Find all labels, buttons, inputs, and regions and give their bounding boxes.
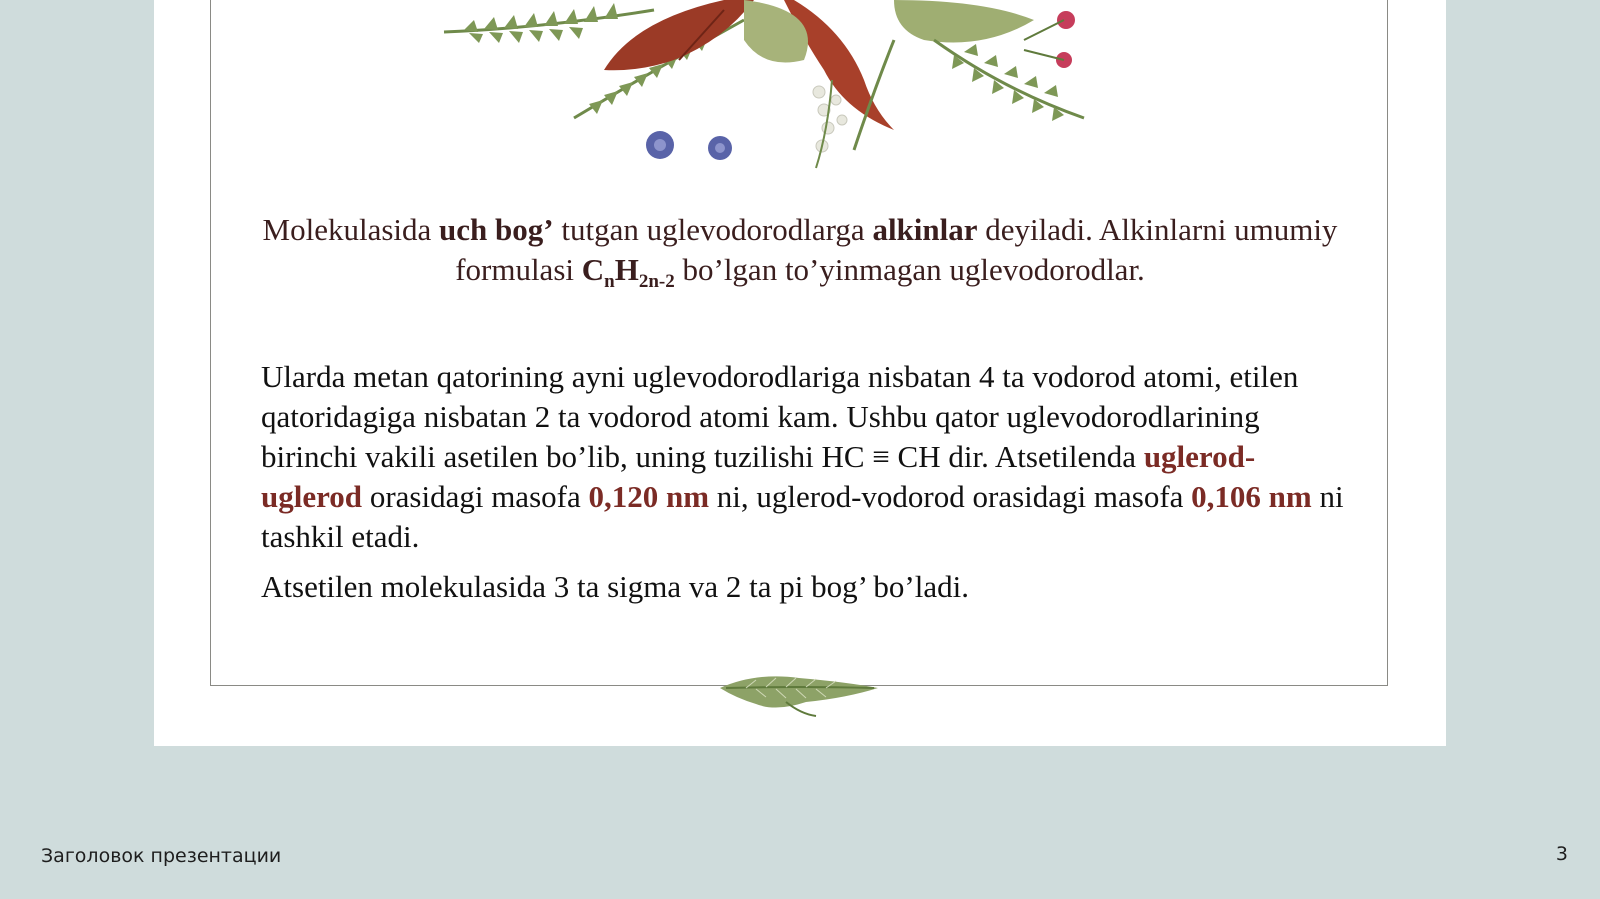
- body-paragraph: Atsetilen molekulasida 3 ta sigma va 2 ta pi bog’ bo’ladi.: [261, 569, 969, 604]
- definition-text: bo’lgan to’yinmagan uglevodorodlar.: [674, 252, 1145, 287]
- presentation-title: Заголовок презентации: [41, 845, 282, 867]
- slide-card: [154, 0, 1446, 746]
- highlight-term: uglerod-uglerod: [261, 439, 1256, 514]
- body-text-run: ni tashkil etadi.: [261, 479, 1344, 554]
- body-text-run: orasidagi masofa: [362, 479, 589, 514]
- definition-text: tutgan uglevodorodlarga: [553, 212, 873, 247]
- body-text-run: Ularda metan qatorining ayni uglevodorodlariga nisbatan 4 ta vodorod atomi, etilen qatoridagiga nisbatan 2 ta vodorod atomi kam. Ushbu qator uglevodorodlarining birinchi vakili asetilen bo’lib, uning tuzilishi HC ≡ CH dir. Atsetilenda: [261, 359, 1299, 474]
- highlight-distance-cc: 0,120 nm: [588, 479, 710, 514]
- body-paragraph: [261, 357, 1351, 557]
- formula-hydrogen: H: [614, 252, 639, 287]
- definition-text: Molekulasida: [262, 212, 440, 247]
- body-text-run: ni, uglerod-vodorod orasidagi masofa: [709, 479, 1192, 514]
- definition-text: deyiladi. Alkinlarni umumiy formulasi: [455, 212, 1338, 287]
- page-number: 3: [1555, 843, 1568, 865]
- highlight-distance-ch: 0,106 nm: [1191, 479, 1312, 514]
- leaf-ornament-icon: [716, 668, 882, 720]
- body-text: [261, 357, 1351, 607]
- definition-bold-term: uch bog’: [439, 212, 554, 247]
- definition-bold-term: alkinlar: [872, 212, 978, 247]
- formula-carbon: C: [581, 252, 605, 287]
- floral-bouquet-icon: [424, 0, 1104, 180]
- formula-subscript-n: n: [604, 271, 615, 292]
- formula-subscript-2n-2: 2n-2: [638, 271, 675, 292]
- alkyne-definition: [254, 210, 1346, 290]
